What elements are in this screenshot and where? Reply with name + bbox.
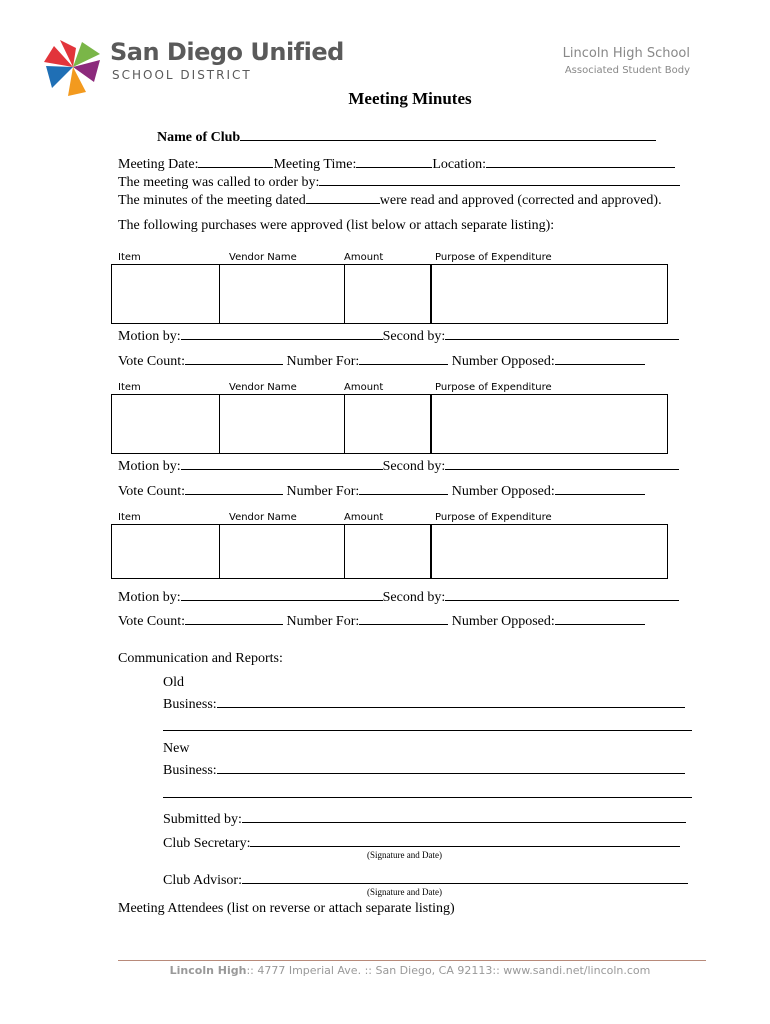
purpose-cell[interactable] <box>431 394 668 454</box>
meeting-time-label: Meeting Time: <box>273 157 357 172</box>
motion-by-label: Motion by: <box>118 590 181 605</box>
new-label: New <box>163 741 190 756</box>
minutes-row <box>118 189 662 209</box>
number-for-label: Number For: <box>286 614 360 629</box>
number-opposed-label: Number Opposed: <box>451 614 555 629</box>
old-business-row <box>163 693 685 713</box>
col-amount: Amount <box>344 512 384 523</box>
attendees-label: Meeting Attendees (list on reverse or attach separate listing) <box>118 901 455 916</box>
meeting-info-row <box>118 153 675 173</box>
new-business-field[interactable] <box>217 759 685 774</box>
col-purpose: Purpose of Expenditure <box>435 252 552 263</box>
vote-count-field[interactable] <box>185 610 283 625</box>
amount-cell[interactable] <box>344 394 431 454</box>
submitted-by-label: Submitted by: <box>163 812 242 827</box>
new-business-row <box>163 759 685 779</box>
table-divider <box>219 394 220 453</box>
read-approved-label: were read and approved (corrected and approved). <box>379 193 662 208</box>
signature-date-caption: (Signature and Date) <box>367 887 442 897</box>
second-by-field[interactable] <box>445 455 679 470</box>
motion-row <box>118 586 679 606</box>
footer-school: Lincoln High <box>169 964 247 977</box>
col-amount: Amount <box>344 252 384 263</box>
vote-row <box>118 350 645 370</box>
table-divider <box>219 264 220 323</box>
called-by-row <box>118 171 680 191</box>
asb-name: Associated Student Body <box>564 65 690 76</box>
number-for-field[interactable] <box>359 480 448 495</box>
submitted-row <box>163 808 686 828</box>
footer <box>0 964 770 977</box>
club-advisor-field[interactable] <box>242 869 688 884</box>
advisor-row <box>163 869 688 889</box>
page-title: Meeting Minutes <box>348 89 472 108</box>
second-by-label: Second by: <box>382 459 446 474</box>
motion-by-label: Motion by: <box>118 329 181 344</box>
called-by-label: The meeting was called to order by: <box>118 175 320 190</box>
vote-row <box>118 610 645 630</box>
amount-cell[interactable] <box>344 524 431 579</box>
number-for-field[interactable] <box>359 350 448 365</box>
called-by-field[interactable] <box>319 171 680 186</box>
col-vendor: Vendor Name <box>229 252 297 263</box>
motion-by-field[interactable] <box>181 455 383 470</box>
col-item: Item <box>118 252 141 263</box>
footer-address: :: 4777 Imperial Ave. :: San Diego, CA 92113:: www.sandi.net/lincoln.com <box>246 964 651 977</box>
club-secretary-label: Club Secretary: <box>163 836 251 851</box>
old-business-line2[interactable] <box>163 730 692 731</box>
name-of-club-field[interactable] <box>240 126 656 141</box>
name-of-club-label: Name of Club <box>157 130 241 145</box>
old-label: Old <box>163 675 184 690</box>
new-business-label: Business: <box>163 763 217 778</box>
school-name: Lincoln High School <box>562 46 690 61</box>
number-for-label: Number For: <box>286 354 360 369</box>
secretary-row <box>163 832 680 852</box>
vote-count-label: Vote Count: <box>118 354 186 369</box>
vote-count-label: Vote Count: <box>118 614 186 629</box>
number-opposed-label: Number Opposed: <box>451 484 555 499</box>
meeting-time-field[interactable] <box>356 153 432 168</box>
col-purpose: Purpose of Expenditure <box>435 512 552 523</box>
col-item: Item <box>118 512 141 523</box>
amount-cell[interactable] <box>344 264 431 324</box>
location-field[interactable] <box>486 153 675 168</box>
number-for-label: Number For: <box>286 484 360 499</box>
new-business-line2[interactable] <box>163 797 692 798</box>
col-vendor: Vendor Name <box>229 382 297 393</box>
number-opposed-field[interactable] <box>555 350 645 365</box>
purpose-cell[interactable] <box>431 264 668 324</box>
number-opposed-label: Number Opposed: <box>451 354 555 369</box>
table-divider <box>219 524 220 578</box>
motion-by-label: Motion by: <box>118 459 181 474</box>
district-name: San Diego Unified <box>110 38 344 66</box>
col-item: Item <box>118 382 141 393</box>
motion-row <box>118 325 679 345</box>
second-by-field[interactable] <box>445 586 679 601</box>
district-subtitle: SCHOOL DISTRICT <box>112 68 252 82</box>
old-business-field[interactable] <box>217 693 685 708</box>
location-label: Location: <box>432 157 486 172</box>
club-advisor-label: Club Advisor: <box>163 873 242 888</box>
col-purpose: Purpose of Expenditure <box>435 382 552 393</box>
footer-divider <box>118 960 706 961</box>
meeting-date-label: Meeting Date: <box>118 157 199 172</box>
number-for-field[interactable] <box>359 610 448 625</box>
motion-by-field[interactable] <box>181 586 383 601</box>
signature-date-caption: (Signature and Date) <box>367 850 442 860</box>
second-by-label: Second by: <box>382 329 446 344</box>
second-by-field[interactable] <box>445 325 679 340</box>
minutes-dated-label: The minutes of the meeting dated <box>118 193 306 208</box>
minutes-dated-field[interactable] <box>306 189 380 204</box>
motion-by-field[interactable] <box>181 325 383 340</box>
number-opposed-field[interactable] <box>555 610 645 625</box>
meeting-date-field[interactable] <box>198 153 273 168</box>
purpose-cell[interactable] <box>431 524 668 579</box>
name-of-club-row <box>157 126 656 146</box>
vote-count-field[interactable] <box>185 350 283 365</box>
submitted-by-field[interactable] <box>242 808 686 823</box>
vote-row <box>118 480 645 500</box>
vote-count-field[interactable] <box>185 480 283 495</box>
communication-label: Communication and Reports: <box>118 651 283 666</box>
old-business-label: Business: <box>163 697 217 712</box>
second-by-label: Second by: <box>382 590 446 605</box>
col-amount: Amount <box>344 382 384 393</box>
number-opposed-field[interactable] <box>555 480 645 495</box>
col-vendor: Vendor Name <box>229 512 297 523</box>
purchases-text: The following purchases were approved (list below or attach separate listing): <box>118 218 555 233</box>
vote-count-label: Vote Count: <box>118 484 186 499</box>
club-secretary-field[interactable] <box>250 832 680 847</box>
motion-row <box>118 455 679 475</box>
